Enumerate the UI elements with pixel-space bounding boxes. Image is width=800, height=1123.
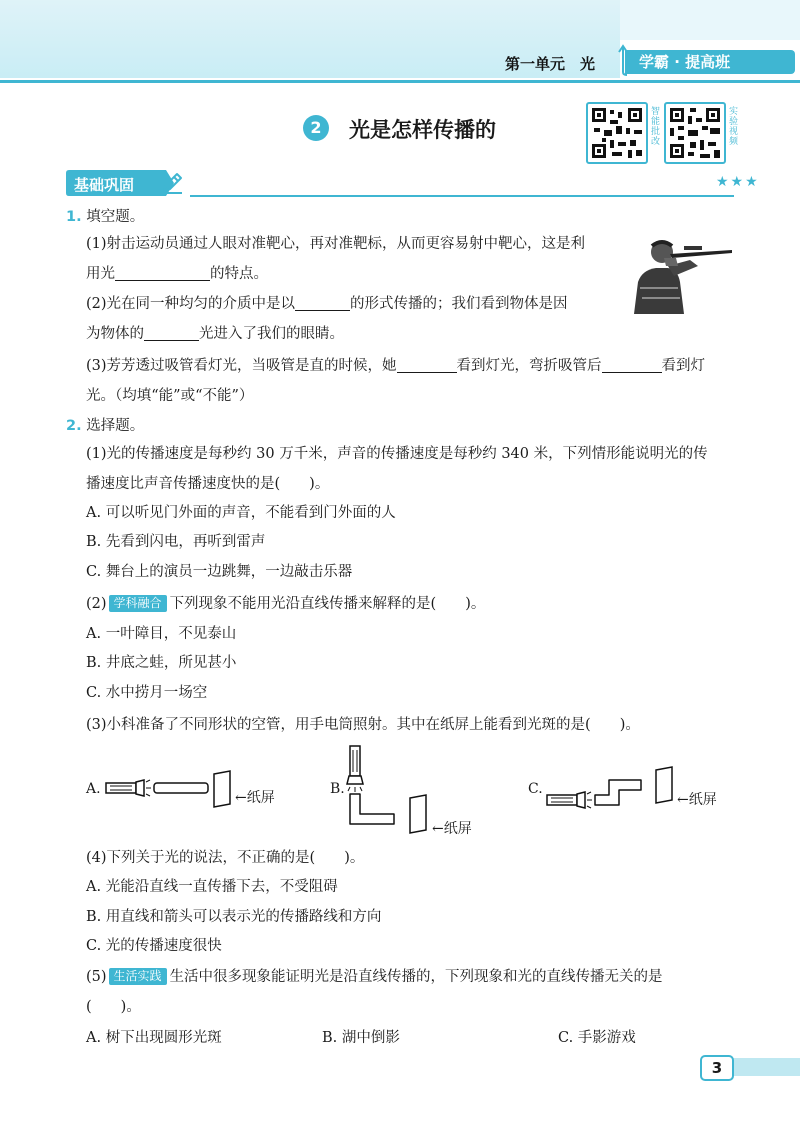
unit-label: 第一单元 光	[505, 55, 596, 73]
diagram-a-label: A.	[86, 781, 101, 797]
q2-sub5-stem	[86, 967, 663, 987]
option-b[interactable]: B. 湖中倒影	[322, 1030, 400, 1046]
page-band	[730, 1058, 800, 1076]
screen-label: ←纸屏	[235, 790, 275, 806]
paper-screen-icon	[210, 770, 234, 808]
text-fragment: 生活中很多现象能证明光是沿直线传播的，下列现象和光的直线传播无关的是	[169, 969, 663, 985]
shooter-illustration	[628, 236, 734, 314]
option-a[interactable]: A. 树下出现圆形光斑	[86, 1030, 222, 1046]
option-a[interactable]: A. 光能沿直线一直传播下去，不受阻碍	[86, 879, 338, 895]
q2-sub1-line1: (1)光的传播速度是每秒约 30 万千米，声音的传播速度是每秒约 340 米，下列情形能说明光的传	[86, 446, 708, 462]
header-rule	[0, 80, 800, 83]
q1-part1-line2	[86, 264, 268, 284]
screen-label: ←纸屏	[677, 792, 717, 808]
lesson-title: 光是怎样传播的	[349, 118, 496, 142]
diagram-c-zigzag-tube	[543, 772, 653, 812]
qr-code-icon[interactable]	[664, 102, 726, 164]
option-c[interactable]: C. 光的传播速度很快	[86, 938, 222, 954]
question-1-heading	[66, 207, 144, 227]
q2-sub5-line2: ( )。	[86, 999, 141, 1015]
option-c[interactable]: C. 手影游戏	[558, 1030, 636, 1046]
text-fragment: (2)光在同一种均匀的介质中是以	[86, 296, 296, 312]
diagram-b-bent-tube	[340, 742, 400, 832]
diagram-b-label: B.	[330, 781, 345, 797]
text-fragment: 看到灯光，弯折吸管后	[456, 358, 602, 374]
section-title: 基础巩固	[74, 176, 135, 194]
option-a[interactable]: A. 可以听见门外面的声音，不能看到门外面的人	[86, 505, 396, 521]
option-b[interactable]: B. 用直线和箭头可以表示光的传播路线和方向	[86, 909, 382, 925]
paper-screen-icon	[406, 794, 430, 834]
subject-tag: 生活实践	[109, 968, 167, 985]
q1-part3-line1	[86, 356, 705, 376]
q2-sub3-stem: (3)小科准备了不同形状的空管，用手电筒照射。其中在纸屏上能看到光斑的是( )。	[86, 717, 640, 733]
q1-part3-line2: 光。（均填“能”或“不能”）	[86, 388, 254, 404]
text-fragment: 看到灯	[661, 358, 706, 374]
option-b[interactable]: B. 井底之蛙，所见甚小	[86, 655, 237, 671]
text-fragment: 的特点。	[210, 266, 268, 282]
screen-label: ←纸屏	[432, 821, 472, 837]
text-fragment: 光进入了我们的眼睛。	[199, 326, 344, 342]
q1-part2-line1	[86, 294, 568, 314]
paper-screen-icon	[652, 766, 676, 804]
option-b[interactable]: B. 先看到闪电，再听到雷声	[86, 534, 266, 550]
answer-blank[interactable]	[295, 294, 350, 311]
question-number: 1.	[66, 209, 82, 225]
lesson-number-badge: 2	[303, 115, 329, 141]
difficulty-stars: ★★★	[716, 174, 760, 190]
q1-part1-line1: (1)射击运动员通过人眼对准靶心，再对准靶标，从而更容易射中靶心，这是利	[86, 236, 586, 252]
text-fragment: 的形式传播的；我们看到物体是因	[350, 296, 568, 312]
brand-label: 学霸 · 提高班	[625, 50, 795, 74]
diagram-a-straight-tube	[102, 768, 212, 808]
question-number: 2.	[66, 418, 82, 434]
text-fragment: 下列现象不能用光沿直线传播来解释的是( )。	[169, 596, 486, 612]
question-title: 选择题。	[86, 418, 145, 434]
text-fragment: (3)芳芳透过吸管看灯光，当吸管是直的时候，她	[86, 358, 397, 374]
answer-blank[interactable]	[397, 356, 457, 373]
text-fragment: (2)	[86, 596, 107, 612]
header-tint-right	[620, 0, 800, 40]
answer-blank[interactable]	[602, 356, 662, 373]
option-c[interactable]: C. 舞台上的演员一边跳舞，一边敲击乐器	[86, 564, 353, 580]
q2-sub4-stem: (4)下列关于光的说法，不正确的是( )。	[86, 850, 365, 866]
text-fragment: 为物体的	[86, 326, 144, 342]
option-a[interactable]: A. 一叶障目，不见泰山	[86, 626, 237, 642]
answer-blank[interactable]	[144, 324, 199, 341]
qr-label-video: 实验视频	[727, 106, 737, 146]
page-number: 3	[700, 1055, 734, 1081]
diagram-c-label: C.	[528, 781, 543, 797]
text-fragment: (5)	[86, 969, 107, 985]
qr-code-icon[interactable]	[586, 102, 648, 164]
option-c[interactable]: C. 水中捞月一场空	[86, 685, 208, 701]
q1-part2-line2	[86, 324, 344, 344]
question-title: 填空题。	[86, 209, 145, 225]
qr-label-grading: 智能批改	[649, 106, 659, 146]
question-2-heading	[66, 416, 144, 436]
q2-sub1-line2: 播速度比声音传播速度快的是( )。	[86, 476, 330, 492]
section-rule	[190, 195, 734, 197]
q2-sub2-stem	[86, 594, 485, 614]
text-fragment: 用光	[86, 266, 115, 282]
answer-blank[interactable]	[115, 264, 210, 281]
pencil-icon	[160, 171, 184, 195]
subject-tag: 学科融合	[109, 595, 167, 612]
